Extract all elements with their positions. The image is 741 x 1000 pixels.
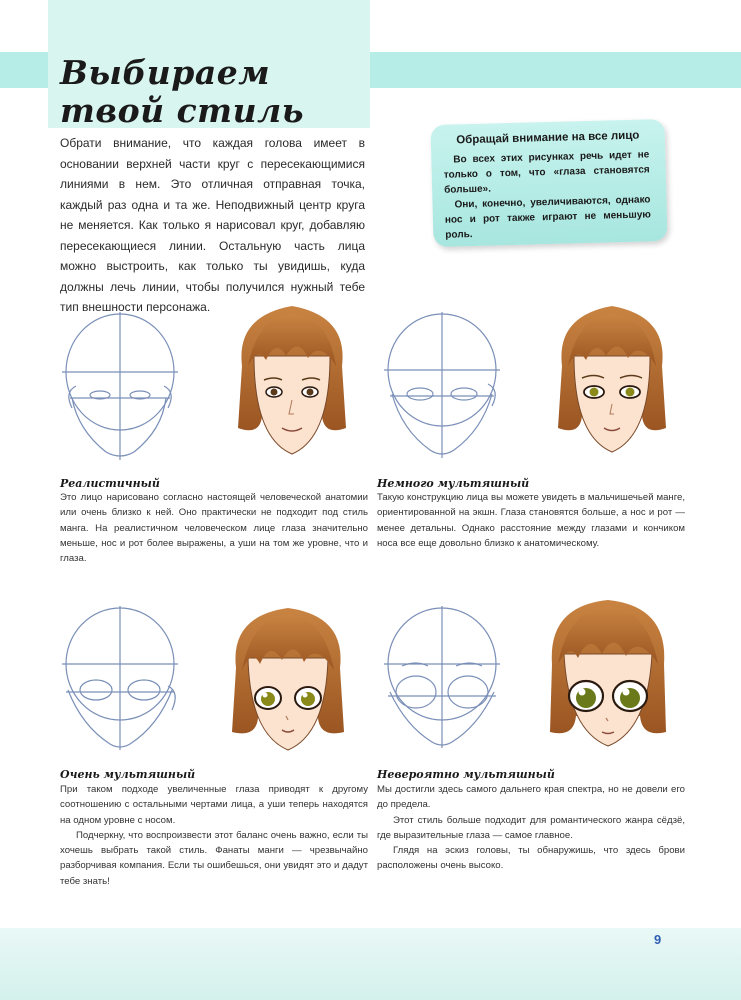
sketch-very-cartoon	[58, 606, 188, 756]
callout-paragraph-1: Во всех этих рисунках речь идет не только о том, что «глаза становятся больше».	[443, 149, 650, 196]
sketch-incredibly-cartoon	[380, 606, 510, 756]
face-very-cartoon	[222, 598, 354, 768]
style-paragraph: Подчеркну, что воспроизвести этот баланс очень важно, если ты хочешь выбрать такой стиль. Фанаты манги — чрезвычайно разборчивая компания. Если ты ошибешься, они увидят это и дадут тебе знать!	[60, 829, 368, 887]
style-text-very-cartoon	[60, 782, 368, 889]
style-title-slightly-cartoon: Немного мультяшный	[377, 477, 530, 490]
callout-paragraph-2: Они, конечно, увеличиваются, однако нос и рот также играют не меньшую роль.	[444, 194, 652, 241]
callout-title: Обращай внимание на все лицо	[456, 129, 640, 147]
face-incredibly-cartoon	[540, 592, 676, 768]
style-paragraph: Мы достигли здесь самого дальнего края спектра, но не довели его до предела.	[377, 784, 685, 811]
style-text-incredibly-cartoon	[377, 782, 685, 874]
face-slightly-cartoon	[548, 296, 676, 466]
tip-callout	[430, 119, 667, 247]
page-number: 9	[654, 932, 662, 947]
sketch-slightly-cartoon	[380, 312, 510, 462]
style-text-realistic	[60, 490, 368, 566]
style-paragraph: Такую конструкцию лица вы можете увидеть в мальчишечьей манге, ориентированной на экшн. Глаза становятся больше, а нос и рот — менее детальны. Однако расстояние между глазами и кончиком носа все еще довольно близко к анатомическому.	[377, 492, 685, 549]
style-paragraph: Глядя на эскиз головы, ты обнаружишь, что здесь брови расположены очень высоко.	[377, 845, 685, 872]
title-line-1: Выбираем	[60, 53, 271, 92]
style-title-incredibly-cartoon: Невероятно мультяшный	[377, 768, 555, 781]
title-line-2: твой стиль	[60, 91, 305, 130]
intro-paragraph: Обрати внимание, что каждая голова имеет в основании верхней части круг с пересекающимися линиями в нем. Это отличная отправная точка, каждый раз одна и та же. Неподвижный центр круга не меняется. Как только я нарисовал круг, добавляю пересекающиеся линии. Остальную часть лица можно выстроить, как только ты увидишь, куда должны лечь линии, чтобы получился нужный тебе тип внешности персонажа.	[60, 136, 365, 314]
face-realistic	[228, 296, 356, 466]
callout-text	[443, 147, 651, 242]
style-paragraph: При таком подходе увеличенные глаза приводят к другому соотношению с остальными чертами лица, а уши теперь находятся на одном уровне с носом.	[60, 784, 368, 826]
style-title-realistic: Реалистичный	[60, 477, 160, 490]
style-title-very-cartoon: Очень мультяшный	[60, 768, 196, 781]
style-paragraph: Этот стиль больше подходит для романтического жанра сёдзё, где выразительные глаза — самое главное.	[377, 814, 685, 841]
sketch-realistic	[58, 312, 188, 462]
style-text-slightly-cartoon	[377, 490, 685, 551]
footer-band	[0, 928, 741, 1000]
style-paragraph: Это лицо нарисовано согласно настоящей человеческой анатомии или очень близко к ней. Оно практически не подходит под стиль манга. На реалистичном человеческом лице глаза значительно меньше, нос и рот более выражены, а уши на том же уровне, что и глаза.	[60, 492, 368, 565]
page-title	[60, 54, 304, 130]
